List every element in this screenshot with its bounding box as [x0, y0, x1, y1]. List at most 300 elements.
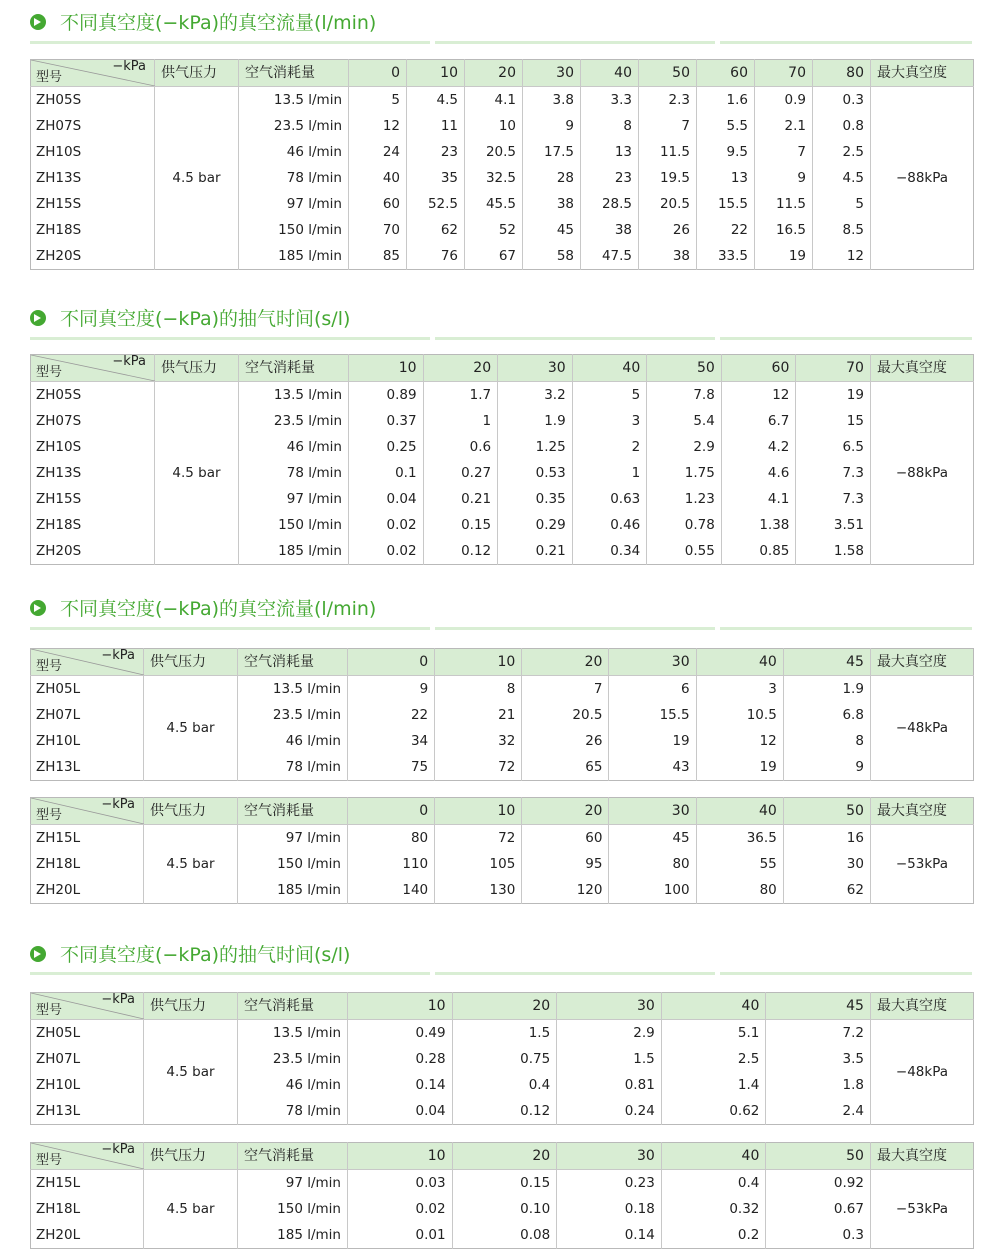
value-cell: 0.81 — [557, 1072, 662, 1098]
value-cell: 10 — [465, 113, 523, 139]
value-cell: 7 — [522, 676, 609, 703]
value-cell: 0.10 — [452, 1196, 557, 1222]
value-cell: 7 — [755, 139, 813, 165]
model-cell: ZH05L — [36, 681, 81, 697]
vacuum-level-header: 40 — [572, 355, 647, 382]
value-cell: 3.8 — [523, 87, 581, 114]
value-cell: 130 — [435, 877, 522, 904]
value-cell: 19 — [609, 728, 696, 754]
value-cell: 0.2 — [661, 1222, 766, 1249]
value-cell: 0.02 — [348, 1196, 453, 1222]
table-row — [31, 382, 974, 409]
model-cell: ZH05L — [36, 1025, 81, 1041]
air-consumption-cell: 23.5 l/min — [239, 113, 349, 139]
value-cell: 5 — [572, 382, 647, 409]
supply-pressure-header: 供气压力 — [155, 355, 239, 382]
vacuum-level-header: 20 — [522, 798, 609, 825]
value-cell: 1.9 — [498, 408, 573, 434]
model-cell: ZH18L — [36, 1201, 81, 1217]
vacuum-level-header: 20 — [452, 993, 557, 1020]
value-cell: 58 — [523, 243, 581, 270]
vacuum-level-header: 50 — [766, 1143, 871, 1170]
value-cell: 0.67 — [766, 1196, 871, 1222]
max-vacuum-header: 最大真空度 — [871, 60, 974, 87]
value-cell: 62 — [783, 877, 870, 904]
value-cell: 0.63 — [572, 486, 647, 512]
value-cell: 1.7 — [423, 382, 498, 409]
value-cell: 67 — [465, 243, 523, 270]
value-cell: 0.89 — [349, 382, 424, 409]
value-cell: 0.46 — [572, 512, 647, 538]
model-cell: ZH07S — [36, 118, 82, 134]
model-cell: ZH15L — [36, 830, 81, 846]
value-cell: 0.14 — [557, 1222, 662, 1249]
vacuum-level-header: 20 — [465, 60, 523, 87]
max-vacuum-header: 最大真空度 — [870, 649, 973, 676]
value-cell: 24 — [349, 139, 407, 165]
value-cell: 0.24 — [557, 1098, 662, 1125]
air-consumption-cell: 78 l/min — [238, 754, 348, 781]
air-consumption-header: 空气消耗量 — [238, 798, 348, 825]
value-cell: 110 — [348, 851, 435, 877]
spec-table — [30, 1142, 974, 1249]
model-cell: ZH15S — [36, 491, 82, 507]
value-cell: 60 — [522, 825, 609, 852]
value-cell: 19 — [796, 382, 871, 409]
value-cell: 11.5 — [755, 191, 813, 217]
model-header: 型号 — [36, 808, 63, 823]
air-consumption-cell: 13.5 l/min — [238, 676, 348, 703]
section-title — [30, 304, 350, 331]
vacuum-level-header: 40 — [696, 649, 783, 676]
value-cell: 0.62 — [661, 1098, 766, 1125]
air-consumption-cell: 97 l/min — [239, 486, 349, 512]
value-cell: 12 — [696, 728, 783, 754]
value-cell: 7.8 — [647, 382, 722, 409]
value-cell: 45 — [609, 825, 696, 852]
value-cell: 1.23 — [647, 486, 722, 512]
value-cell: 26 — [639, 217, 697, 243]
value-cell: 4.2 — [721, 434, 796, 460]
value-cell: 0.21 — [423, 486, 498, 512]
value-cell: 140 — [348, 877, 435, 904]
kpa-unit-label: −kPa — [101, 797, 135, 812]
value-cell: 52 — [465, 217, 523, 243]
kpa-unit-label: −kPa — [112, 354, 146, 369]
air-consumption-cell: 97 l/min — [238, 1170, 348, 1197]
model-header: 型号 — [36, 70, 63, 85]
value-cell: 0.37 — [349, 408, 424, 434]
air-consumption-cell: 23.5 l/min — [238, 1046, 348, 1072]
value-cell: 2.5 — [813, 139, 871, 165]
max-vacuum-cell: −48kPa — [870, 676, 973, 781]
value-cell: 47.5 — [581, 243, 639, 270]
model-header: 型号 — [36, 1003, 63, 1018]
table-header-row — [31, 649, 974, 676]
vacuum-level-header: 50 — [647, 355, 722, 382]
value-cell: 6.5 — [796, 434, 871, 460]
value-cell: 0.55 — [647, 538, 722, 565]
value-cell: 0.78 — [647, 512, 722, 538]
model-cell: ZH20L — [36, 882, 81, 898]
section-divider — [30, 627, 972, 631]
value-cell: 35 — [407, 165, 465, 191]
supply-pressure-header: 供气压力 — [144, 993, 238, 1020]
model-cell: ZH07L — [36, 707, 81, 723]
air-consumption-cell: 150 l/min — [239, 512, 349, 538]
value-cell: 52.5 — [407, 191, 465, 217]
value-cell: 0.4 — [452, 1072, 557, 1098]
air-consumption-cell: 150 l/min — [239, 217, 349, 243]
value-cell: 0.23 — [557, 1170, 662, 1197]
value-cell: 72 — [435, 825, 522, 852]
value-cell: 4.5 — [407, 87, 465, 114]
max-vacuum-cell: −48kPa — [870, 1020, 973, 1125]
value-cell: 62 — [407, 217, 465, 243]
value-cell: 60 — [349, 191, 407, 217]
value-cell: 70 — [349, 217, 407, 243]
corner-header — [31, 355, 155, 382]
model-cell: ZH05S — [36, 92, 82, 108]
value-cell: 9 — [523, 113, 581, 139]
value-cell: 28.5 — [581, 191, 639, 217]
value-cell: 10.5 — [696, 702, 783, 728]
corner-header — [31, 798, 144, 825]
value-cell: 40 — [349, 165, 407, 191]
section-title — [30, 8, 376, 35]
value-cell: 38 — [639, 243, 697, 270]
table-header-row — [31, 993, 974, 1020]
value-cell: 0.02 — [349, 512, 424, 538]
value-cell: 9.5 — [697, 139, 755, 165]
air-consumption-cell: 46 l/min — [239, 434, 349, 460]
vacuum-level-header: 40 — [661, 993, 766, 1020]
air-consumption-header: 空气消耗量 — [239, 60, 349, 87]
arrow-circle-icon — [30, 946, 46, 962]
value-cell: 3.51 — [796, 512, 871, 538]
value-cell: 4.5 — [813, 165, 871, 191]
value-cell: 20.5 — [465, 139, 523, 165]
vacuum-level-header: 30 — [557, 993, 662, 1020]
value-cell: 100 — [609, 877, 696, 904]
vacuum-level-header: 0 — [348, 798, 435, 825]
vacuum-level-header: 80 — [813, 60, 871, 87]
table-header-row — [31, 1143, 974, 1170]
air-consumption-header: 空气消耗量 — [238, 649, 348, 676]
value-cell: 0.4 — [661, 1170, 766, 1197]
value-cell: 1.4 — [661, 1072, 766, 1098]
max-vacuum-header: 最大真空度 — [870, 993, 973, 1020]
value-cell: 0.15 — [452, 1170, 557, 1197]
value-cell: 0.03 — [348, 1170, 453, 1197]
value-cell: 5 — [349, 87, 407, 114]
air-consumption-cell: 185 l/min — [238, 877, 348, 904]
value-cell: 2.3 — [639, 87, 697, 114]
supply-pressure-header: 供气压力 — [144, 1143, 238, 1170]
vacuum-level-header: 45 — [783, 649, 870, 676]
model-cell: ZH05S — [36, 387, 82, 403]
value-cell: 12 — [721, 382, 796, 409]
value-cell: 16.5 — [755, 217, 813, 243]
kpa-unit-label: −kPa — [101, 992, 135, 1007]
corner-header — [31, 993, 144, 1020]
value-cell: 95 — [522, 851, 609, 877]
max-vacuum-header: 最大真空度 — [870, 798, 973, 825]
max-vacuum-cell: −53kPa — [870, 825, 973, 904]
value-cell: 0.8 — [813, 113, 871, 139]
supply-pressure-cell: 4.5 bar — [155, 87, 239, 270]
value-cell: 2 — [572, 434, 647, 460]
air-consumption-cell: 46 l/min — [238, 1072, 348, 1098]
table-header-row — [31, 798, 974, 825]
value-cell: 19.5 — [639, 165, 697, 191]
model-cell: ZH13L — [36, 1103, 81, 1119]
value-cell: 32 — [435, 728, 522, 754]
air-consumption-cell: 23.5 l/min — [238, 702, 348, 728]
value-cell: 3.2 — [498, 382, 573, 409]
vacuum-level-header: 20 — [452, 1143, 557, 1170]
value-cell: 8 — [581, 113, 639, 139]
air-consumption-cell: 150 l/min — [238, 1196, 348, 1222]
value-cell: 0.27 — [423, 460, 498, 486]
vacuum-level-header: 50 — [783, 798, 870, 825]
value-cell: 6 — [609, 676, 696, 703]
value-cell: 1.6 — [697, 87, 755, 114]
value-cell: 34 — [348, 728, 435, 754]
air-consumption-cell: 78 l/min — [239, 165, 349, 191]
air-consumption-header: 空气消耗量 — [239, 355, 349, 382]
value-cell: 23 — [407, 139, 465, 165]
value-cell: 11.5 — [639, 139, 697, 165]
arrow-circle-icon — [30, 14, 46, 30]
value-cell: 8 — [435, 676, 522, 703]
kpa-unit-label: −kPa — [112, 59, 146, 74]
value-cell: 22 — [697, 217, 755, 243]
value-cell: 20.5 — [522, 702, 609, 728]
value-cell: 8.5 — [813, 217, 871, 243]
supply-pressure-header: 供气压力 — [144, 798, 238, 825]
vacuum-level-header: 30 — [498, 355, 573, 382]
table-row — [31, 1020, 974, 1047]
value-cell: 76 — [407, 243, 465, 270]
table-row — [31, 676, 974, 703]
model-cell: ZH18S — [36, 222, 82, 238]
value-cell: 80 — [609, 851, 696, 877]
max-vacuum-cell: −88kPa — [871, 87, 974, 270]
vacuum-level-header: 30 — [523, 60, 581, 87]
value-cell: 22 — [348, 702, 435, 728]
value-cell: 120 — [522, 877, 609, 904]
max-vacuum-header: 最大真空度 — [870, 1143, 973, 1170]
value-cell: 1.5 — [557, 1046, 662, 1072]
value-cell: 12 — [349, 113, 407, 139]
air-consumption-cell: 46 l/min — [238, 728, 348, 754]
value-cell: 0.35 — [498, 486, 573, 512]
air-consumption-header: 空气消耗量 — [238, 993, 348, 1020]
value-cell: 16 — [783, 825, 870, 852]
value-cell: 0.04 — [349, 486, 424, 512]
value-cell: 0.29 — [498, 512, 573, 538]
value-cell: 0.04 — [348, 1098, 453, 1125]
value-cell: 0.3 — [813, 87, 871, 114]
value-cell: 7 — [639, 113, 697, 139]
value-cell: 0.15 — [423, 512, 498, 538]
kpa-unit-label: −kPa — [101, 1142, 135, 1157]
value-cell: 38 — [523, 191, 581, 217]
model-header: 型号 — [36, 365, 63, 380]
value-cell: 0.12 — [423, 538, 498, 565]
vacuum-level-header: 60 — [697, 60, 755, 87]
air-consumption-cell: 13.5 l/min — [238, 1020, 348, 1047]
value-cell: 2.5 — [661, 1046, 766, 1072]
value-cell: 0.21 — [498, 538, 573, 565]
value-cell: 9 — [348, 676, 435, 703]
corner-header — [31, 60, 155, 87]
spec-table — [30, 354, 974, 565]
value-cell: 3.3 — [581, 87, 639, 114]
model-cell: ZH13S — [36, 170, 82, 186]
supply-pressure-cell: 4.5 bar — [144, 1170, 238, 1249]
value-cell: 4.1 — [721, 486, 796, 512]
vacuum-level-header: 20 — [423, 355, 498, 382]
supply-pressure-cell: 4.5 bar — [144, 676, 238, 781]
value-cell: 4.1 — [465, 87, 523, 114]
value-cell: 1.75 — [647, 460, 722, 486]
value-cell: 65 — [522, 754, 609, 781]
model-header: 型号 — [36, 659, 63, 674]
air-consumption-cell: 97 l/min — [238, 825, 348, 852]
value-cell: 12 — [813, 243, 871, 270]
model-header: 型号 — [36, 1153, 63, 1168]
value-cell: 15 — [796, 408, 871, 434]
section-title-text: 不同真空度(−kPa)的抽气时间(s/l) — [60, 944, 351, 966]
vacuum-level-header: 10 — [348, 1143, 453, 1170]
vacuum-level-header: 60 — [721, 355, 796, 382]
model-cell: ZH10S — [36, 144, 82, 160]
value-cell: 5.1 — [661, 1020, 766, 1047]
air-consumption-cell: 185 l/min — [239, 538, 349, 565]
value-cell: 7.3 — [796, 486, 871, 512]
spec-table — [30, 797, 974, 904]
spec-table — [30, 648, 974, 781]
value-cell: 36.5 — [696, 825, 783, 852]
arrow-circle-icon — [30, 310, 46, 326]
air-consumption-cell: 97 l/min — [239, 191, 349, 217]
value-cell: 0.14 — [348, 1072, 453, 1098]
value-cell: 7.2 — [766, 1020, 871, 1047]
value-cell: 26 — [522, 728, 609, 754]
vacuum-level-header: 10 — [348, 993, 453, 1020]
value-cell: 1.58 — [796, 538, 871, 565]
value-cell: 3 — [696, 676, 783, 703]
model-cell: ZH20S — [36, 543, 82, 559]
air-consumption-cell: 185 l/min — [239, 243, 349, 270]
vacuum-level-header: 10 — [435, 649, 522, 676]
model-cell: ZH10L — [36, 733, 81, 749]
value-cell: 23 — [581, 165, 639, 191]
supply-pressure-header: 供气压力 — [155, 60, 239, 87]
value-cell: 0.25 — [349, 434, 424, 460]
max-vacuum-cell: −53kPa — [870, 1170, 973, 1249]
value-cell: 0.34 — [572, 538, 647, 565]
value-cell: 19 — [696, 754, 783, 781]
model-cell: ZH18S — [36, 517, 82, 533]
value-cell: 5 — [813, 191, 871, 217]
value-cell: 28 — [523, 165, 581, 191]
spec-table — [30, 59, 974, 270]
value-cell: 105 — [435, 851, 522, 877]
value-cell: 32.5 — [465, 165, 523, 191]
section-title-text: 不同真空度(−kPa)的真空流量(l/min) — [60, 598, 377, 620]
value-cell: 2.9 — [647, 434, 722, 460]
model-cell: ZH18L — [36, 856, 81, 872]
vacuum-level-header: 30 — [609, 798, 696, 825]
value-cell: 11 — [407, 113, 465, 139]
supply-pressure-cell: 4.5 bar — [144, 825, 238, 904]
table-row — [31, 825, 974, 852]
value-cell: 72 — [435, 754, 522, 781]
table-header-row — [31, 355, 974, 382]
corner-header — [31, 649, 144, 676]
model-cell: ZH13S — [36, 465, 82, 481]
model-cell: ZH07S — [36, 413, 82, 429]
vacuum-level-header: 20 — [522, 649, 609, 676]
value-cell: 0.28 — [348, 1046, 453, 1072]
value-cell: 1.8 — [766, 1072, 871, 1098]
section-title — [30, 940, 350, 967]
value-cell: 1.5 — [452, 1020, 557, 1047]
model-cell: ZH10S — [36, 439, 82, 455]
corner-header — [31, 1143, 144, 1170]
section-title-text: 不同真空度(−kPa)的真空流量(l/min) — [60, 12, 377, 34]
section-title — [30, 594, 376, 621]
value-cell: 85 — [349, 243, 407, 270]
value-cell: 4.6 — [721, 460, 796, 486]
value-cell: 1.9 — [783, 676, 870, 703]
supply-pressure-header: 供气压力 — [144, 649, 238, 676]
model-cell: ZH20L — [36, 1227, 81, 1243]
value-cell: 1.25 — [498, 434, 573, 460]
table-row — [31, 1170, 974, 1197]
kpa-unit-label: −kPa — [101, 648, 135, 663]
value-cell: 2.4 — [766, 1098, 871, 1125]
value-cell: 0.01 — [348, 1222, 453, 1249]
vacuum-level-header: 10 — [349, 355, 424, 382]
value-cell: 0.75 — [452, 1046, 557, 1072]
value-cell: 15.5 — [697, 191, 755, 217]
air-consumption-cell: 46 l/min — [239, 139, 349, 165]
value-cell: 0.85 — [721, 538, 796, 565]
air-consumption-cell: 13.5 l/min — [239, 87, 349, 114]
air-consumption-cell: 150 l/min — [238, 851, 348, 877]
value-cell: 80 — [348, 825, 435, 852]
value-cell: 20.5 — [639, 191, 697, 217]
model-cell: ZH10L — [36, 1077, 81, 1093]
value-cell: 2.9 — [557, 1020, 662, 1047]
value-cell: 0.3 — [766, 1222, 871, 1249]
value-cell: 0.9 — [755, 87, 813, 114]
value-cell: 8 — [783, 728, 870, 754]
vacuum-level-header: 70 — [796, 355, 871, 382]
value-cell: 9 — [783, 754, 870, 781]
value-cell: 3 — [572, 408, 647, 434]
value-cell: 33.5 — [697, 243, 755, 270]
value-cell: 0.08 — [452, 1222, 557, 1249]
vacuum-level-header: 10 — [407, 60, 465, 87]
value-cell: 1.38 — [721, 512, 796, 538]
model-cell: ZH15S — [36, 196, 82, 212]
value-cell: 75 — [348, 754, 435, 781]
